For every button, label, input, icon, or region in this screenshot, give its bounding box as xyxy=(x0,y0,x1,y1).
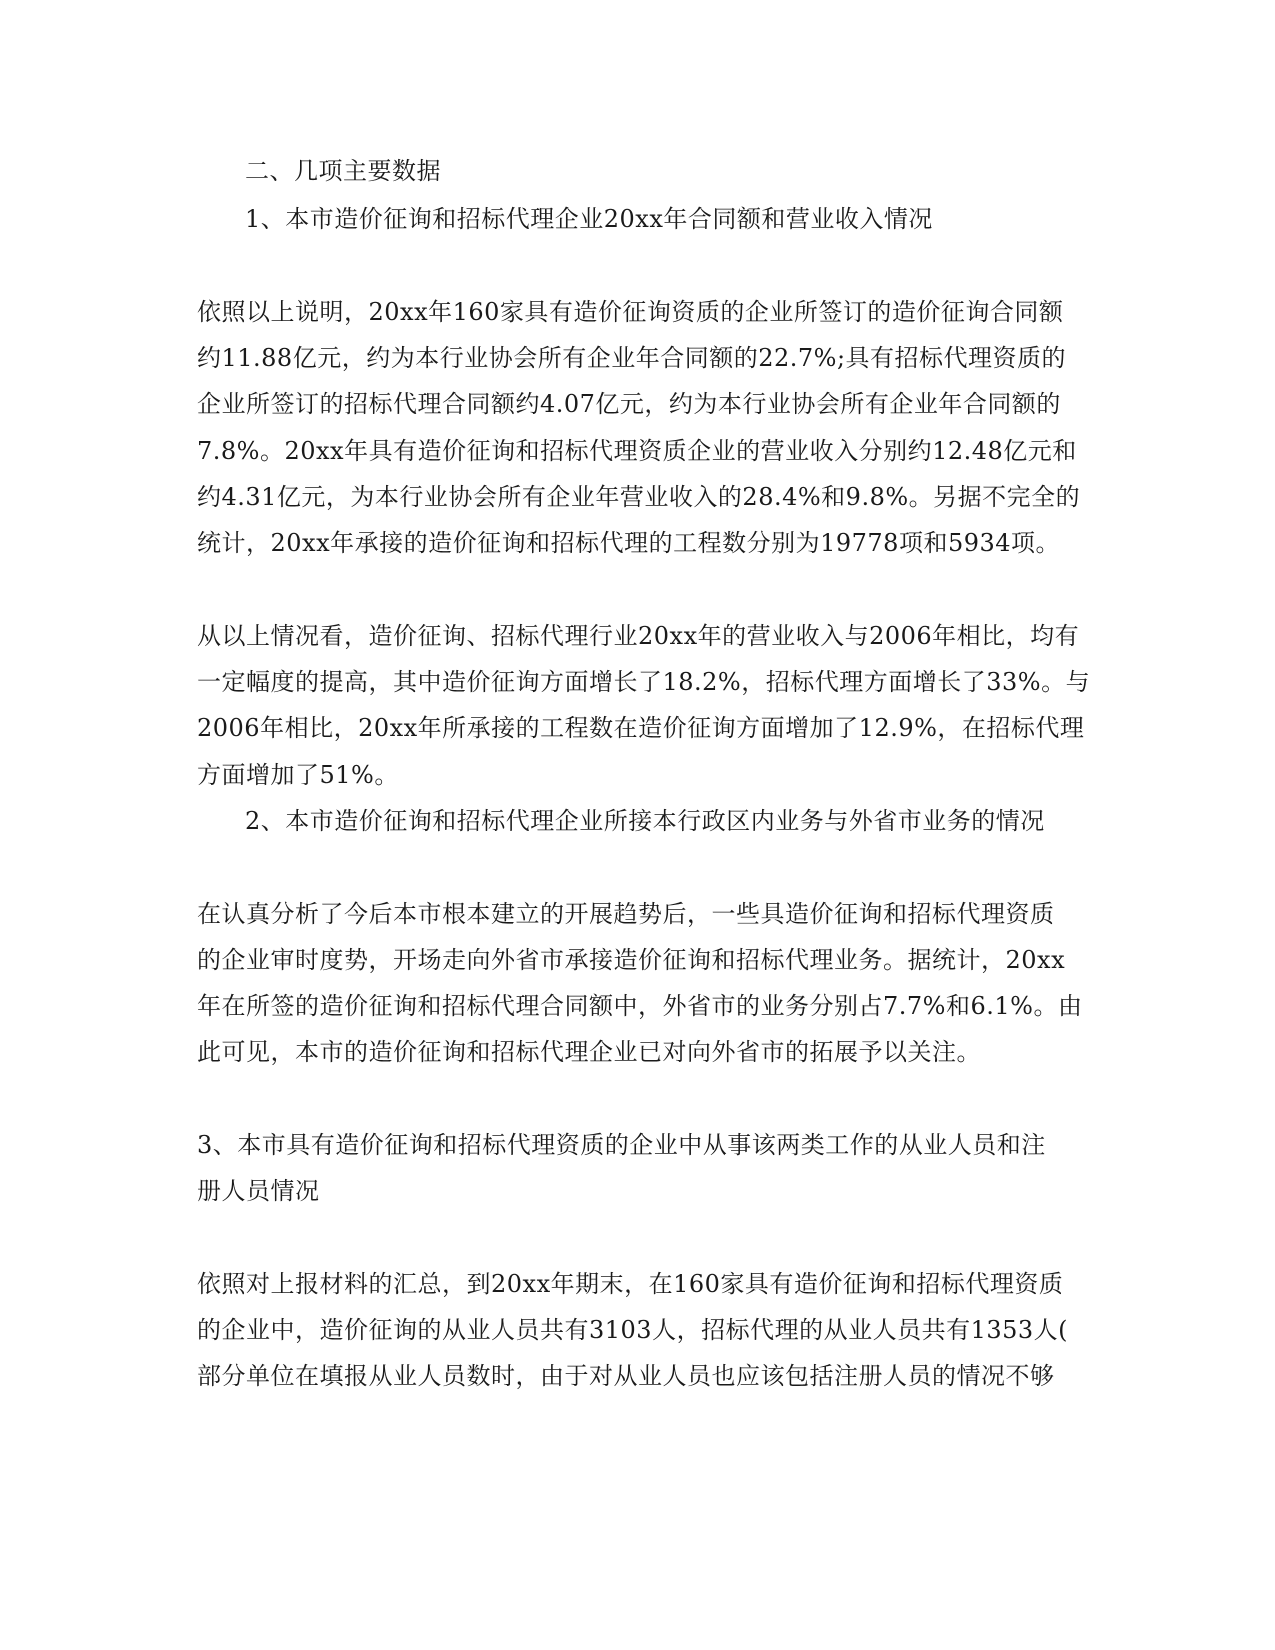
item2-heading: 2、本市造价征询和招标代理企业所接本行政区内业务与外省市业务的情况 xyxy=(245,807,1045,835)
paragraph-line: 年在所签的造价征询和招标代理合同额中，外省市的业务分别占7.7%和6.1%。由 xyxy=(197,992,1083,1020)
section-heading: 二、几项主要数据 xyxy=(245,157,441,185)
paragraph-line: 在认真分析了今后本市根本建立的开展趋势后，一些具造价征询和招标代理资质 xyxy=(197,900,1055,928)
paragraph-line: 一定幅度的提高，其中造价征询方面增长了18.2%，招标代理方面增长了33%。与 xyxy=(197,668,1091,696)
paragraph-line: 约11.88亿元，约为本行业协会所有企业年合同额的22.7%;具有招标代理资质的 xyxy=(197,344,1067,372)
item1-heading: 1、本市造价征询和招标代理企业20xx年合同额和营业收入情况 xyxy=(245,205,933,233)
paragraph-line: 企业所签订的招标代理合同额约4.07亿元，约为本行业协会所有企业年合同额的 xyxy=(197,390,1061,418)
heading-line: 册人员情况 xyxy=(197,1177,320,1205)
paragraph-line: 统计，20xx年承接的造价征询和招标代理的工程数分别为19778项和5934项。 xyxy=(197,529,1061,557)
paragraph-line: 从以上情况看，造价征询、招标代理行业20xx年的营业收入与2006年相比，均有 xyxy=(197,622,1080,650)
paragraph-line: 7.8%。20xx年具有造价征询和招标代理资质企业的营业收入分别约12.48亿元和 xyxy=(197,437,1077,465)
paragraph-line: 的企业中，造价征询的从业人员共有3103人，招标代理的从业人员共有1353人( xyxy=(197,1316,1069,1344)
paragraph-line: 2006年相比，20xx年所承接的工程数在造价征询方面增加了12.9%，在招标代理 xyxy=(197,714,1085,742)
paragraph-line: 此可见，本市的造价征询和招标代理企业已对向外省市的拓展予以关注。 xyxy=(197,1038,981,1066)
paragraph-line: 部分单位在填报从业人员数时，由于对从业人员也应该包括注册人员的情况不够 xyxy=(197,1362,1055,1390)
paragraph-line: 方面增加了51%。 xyxy=(197,761,399,789)
paragraph-line: 依照以上说明，20xx年160家具有造价征询资质的企业所签订的造价征询合同额 xyxy=(197,298,1064,326)
heading-line: 3、本市具有造价征询和招标代理资质的企业中从事该两类工作的从业人员和注 xyxy=(197,1131,1046,1159)
paragraph-line: 依照对上报材料的汇总，到20xx年期末，在160家具有造价征询和招标代理资质 xyxy=(197,1270,1064,1298)
paragraph-line: 约4.31亿元，为本行业协会所有企业年营业收入的28.4%和9.8%。另据不完全的 xyxy=(197,483,1081,511)
paragraph-line: 的企业审时度势，开场走向外省市承接造价征询和招标代理业务。据统计，20xx xyxy=(197,946,1066,974)
